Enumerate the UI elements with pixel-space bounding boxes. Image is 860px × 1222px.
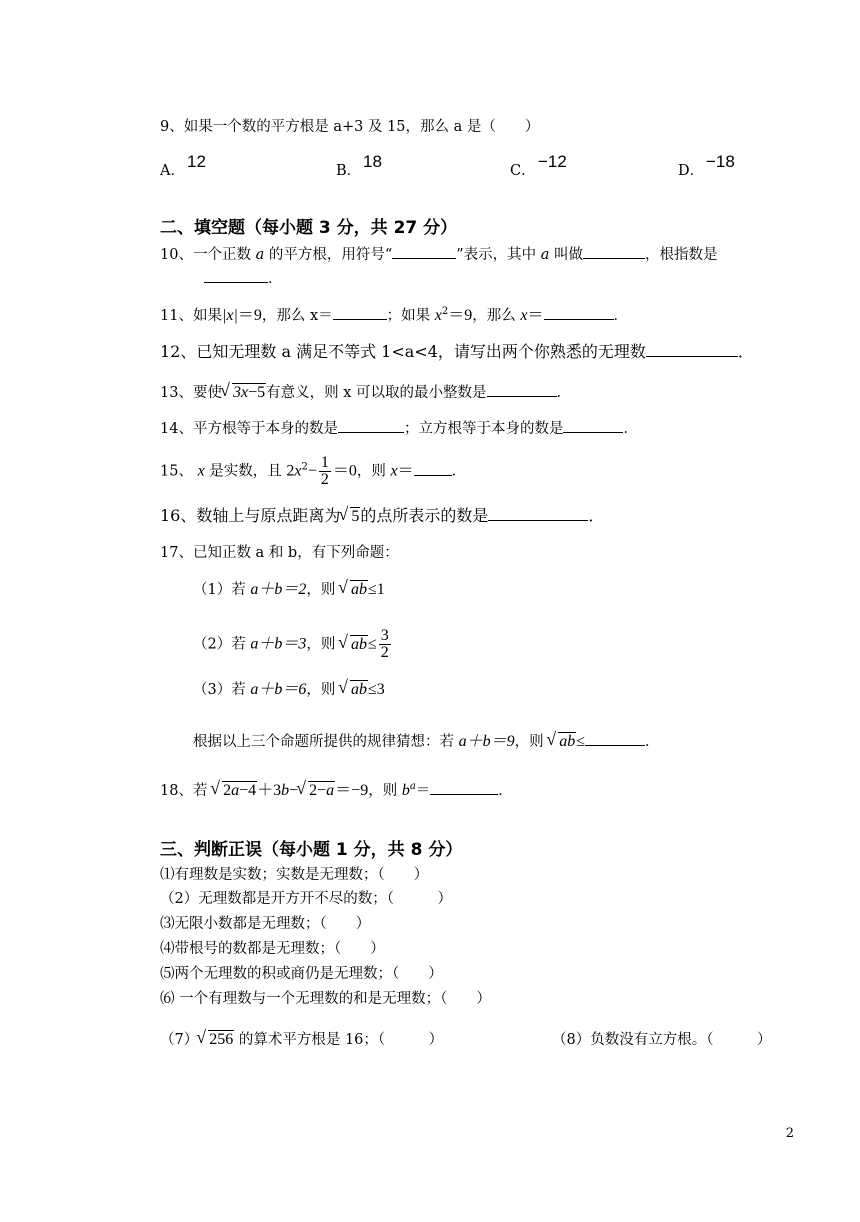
question-10: 10、一个正数 a 的平方根，用符号“ ”表示，其中 a 叫做 ，根指数是 xyxy=(160,244,718,265)
question-15: 15、 x 是实数，且 $2x^2-$ $\frac{1}{2}$ ＝0，则 x＝ ． xyxy=(160,454,467,488)
judgement-item-2: （2）无理数都是开方开不尽的数；（ ） xyxy=(160,891,452,907)
q17-proposition-2: （2）若 a＋b＝3，则 √ ab≤ $\frac{3}{2}$ xyxy=(193,628,393,661)
section-2-heading: 二、填空题（每小题 3 分，共 27 分） xyxy=(160,218,458,238)
q9-option-d-label: D． xyxy=(678,163,705,179)
q17-conclusion: 根据以上三个命题所提供的规律猜想：若 a＋b＝9，则 √ ab≤ ． xyxy=(193,731,660,752)
q17-proposition-3: （3）若 a＋b＝6，则 √ ab≤3 xyxy=(193,680,385,700)
judgement-item-7: （7）√ 256 的算术平方根是 16；（ ） xyxy=(160,1030,443,1050)
judgement-item-1: ⑴有理数是实数；实数是无理数；（ ） xyxy=(160,867,429,883)
question-17-stem: 17、已知正数 a 和 b，有下列命题： xyxy=(160,545,399,561)
q9-option-a-label: A． xyxy=(160,163,185,179)
page-number: 2 xyxy=(785,1126,794,1141)
q9-option-b-label: B． xyxy=(336,163,362,179)
question-16: 16、数轴上与原点距离为√ 5的点所表示的数是 ． xyxy=(160,506,604,527)
question-18: 18、若 √ 2a−4＋3b−√ 2−a＝−9，则 $b^a=$ ． xyxy=(160,780,513,801)
q17-proposition-1: （1）若 a＋b＝2，则 √ ab≤1 xyxy=(193,580,385,600)
question-10-cont: ． xyxy=(204,268,283,289)
q9-option-c-value: −12 xyxy=(538,152,567,171)
question-11: 11、如果|x|＝9，那么 x＝ ；如果 $x^2=9$，那么 x＝ ． xyxy=(160,306,629,324)
judgement-item-5: ⑸两个无理数的积或商仍是无理数；（ ） xyxy=(160,966,443,982)
q9-option-c-label: C． xyxy=(510,163,536,179)
question-12: 12、已知无理数 a 满足不等式 1<a<4，请写出两个你熟悉的无理数 ． xyxy=(160,342,754,361)
q9-option-a-value: 12 xyxy=(187,152,206,171)
question-9-stem: 9、如果一个数的平方根是 a+3 及 15，那么 a 是（ ） xyxy=(160,119,540,135)
judgement-item-3: ⑶无限小数都是无理数；（ ） xyxy=(160,916,371,932)
question-14: 14、平方根等于本身的数是 ；立方根等于本身的数是 ． xyxy=(160,418,638,439)
section-3-heading: 三、判断正误（每小题 1 分，共 8 分） xyxy=(160,840,463,860)
q9-option-d-value: −18 xyxy=(706,152,735,171)
question-13: 13、要使√ 3x−5有意义，则 x 可以取的最小整数是 ． xyxy=(160,382,571,403)
judgement-item-4: ⑷带根号的数都是无理数；（ ） xyxy=(160,941,385,957)
judgement-item-8: （8）负数没有立方根。（ ） xyxy=(552,1032,772,1048)
judgement-item-6: ⑹ 一个有理数与一个无理数的和是无理数；（ ） xyxy=(160,991,491,1007)
q9-option-b-value: 18 xyxy=(363,152,382,171)
